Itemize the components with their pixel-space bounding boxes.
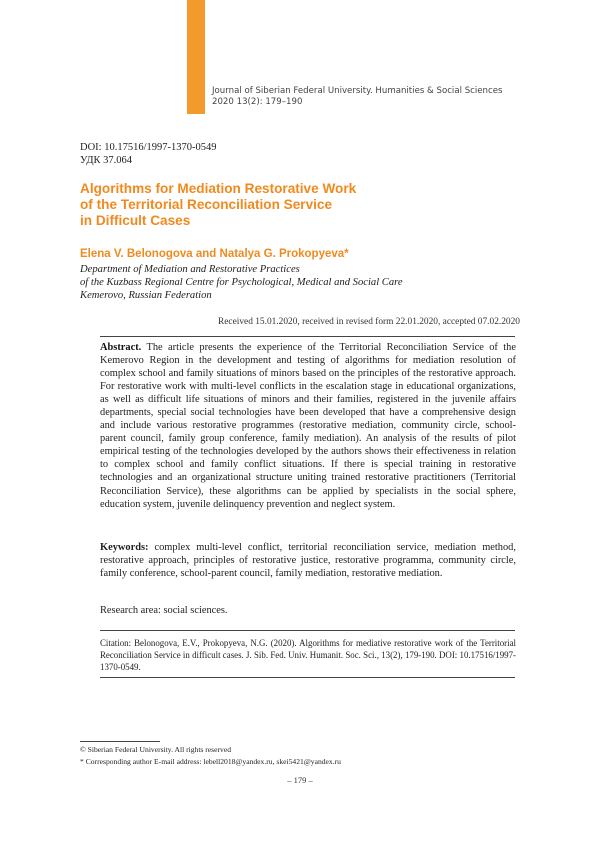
abstract-label: Abstract.	[100, 342, 142, 353]
abstract	[100, 341, 516, 511]
footnote-rule	[80, 741, 160, 742]
authors: Elena V. Belonogova and Natalya G. Prokopyeva*	[80, 248, 349, 260]
journal-issue: 2020 13(2): 179–190	[212, 97, 303, 107]
citation-bottom-rule	[100, 677, 515, 678]
affiliation	[80, 264, 403, 302]
doi: DOI: 10.17516/1997-1370-0549	[80, 142, 217, 153]
abstract-text: The article presents the experience of the Territorial Reconciliation Service of the Kemerovo Region in the development and testing of algorithms for mediation resolution of complex school and family situations of minors based on the principles of the restorative approach. For restorative work with multi-level conflicts in the escalation stage in educational organizations, as well as difficult life situations of minors and their families, registered in the juvenile affairs departments, special social technologies have been developed that have a comprehensive design and include various restorative programmes (restorative mediation, community circle, school-parent council, family group conference, family mediation). An analysis of the results of pilot empirical testing of the technologies developed by the authors shows their effectiveness in relation to complex school and family conflict situations. If there is special training in restorative technologies and an organizational structure uniting trained restorative practitioners (Territorial Reconciliation Service), these algorithms can be applied by specialists in the social sphere, education system, juvenile delinquency prevention and neglect system.	[100, 342, 516, 510]
keywords-label: Keywords:	[100, 542, 149, 553]
keywords-text: complex multi-level conflict, territorial reconciliation service, mediation method, restorative approach, principles of restorative justice, restorative programma, community circle, family conference, school-parent council, family mediation, restorative mediation.	[100, 542, 516, 580]
journal-header	[212, 86, 503, 108]
citation-top-rule	[100, 630, 515, 631]
affiliation-line-3: Kemerovo, Russian Federation	[80, 289, 212, 301]
title-line-2: of the Territorial Reconciliation Service	[80, 197, 333, 212]
page-number: – 179 –	[287, 775, 313, 785]
affiliation-line-1: Department of Mediation and Restorative Practices	[80, 264, 300, 275]
article-meta	[80, 141, 217, 167]
abstract-top-rule	[100, 336, 515, 337]
keywords	[100, 541, 516, 580]
received-dates: Received 15.01.2020, received in revised form 22.01.2020, accepted 07.02.2020	[218, 317, 520, 327]
title-line-1: Algorithms for Mediation Restorative Work	[80, 181, 357, 196]
article-title	[80, 181, 500, 229]
title-line-3: in Difficult Cases	[80, 213, 191, 228]
header-accent-bar	[187, 0, 205, 114]
affiliation-line-2: of the Kuzbass Regional Centre for Psychological, Medical and Social Care	[80, 276, 403, 288]
corresponding-author-footnote: * Corresponding author E-mail address: lebell2018@yandex.ru, skei5421@yandex.ru	[80, 757, 341, 766]
udk: УДК 37.064	[80, 155, 133, 166]
copyright-footnote: © Siberian Federal University. All rights reserved	[80, 745, 231, 754]
research-area: Research area: social sciences.	[100, 605, 228, 616]
citation: Citation: Belonogova, E.V., Prokopyeva, N.G. (2020). Algorithms for mediative restorative work of the Territorial Reconciliation Service in difficult cases. J. Sib. Fed. Univ. Humanit. Soc. Sci., 13(2), 179-190. DOI: 10.17516/1997-1370-0549.	[100, 638, 516, 672]
journal-title: Journal of Siberian Federal University. Humanities & Social Sciences	[212, 86, 503, 96]
